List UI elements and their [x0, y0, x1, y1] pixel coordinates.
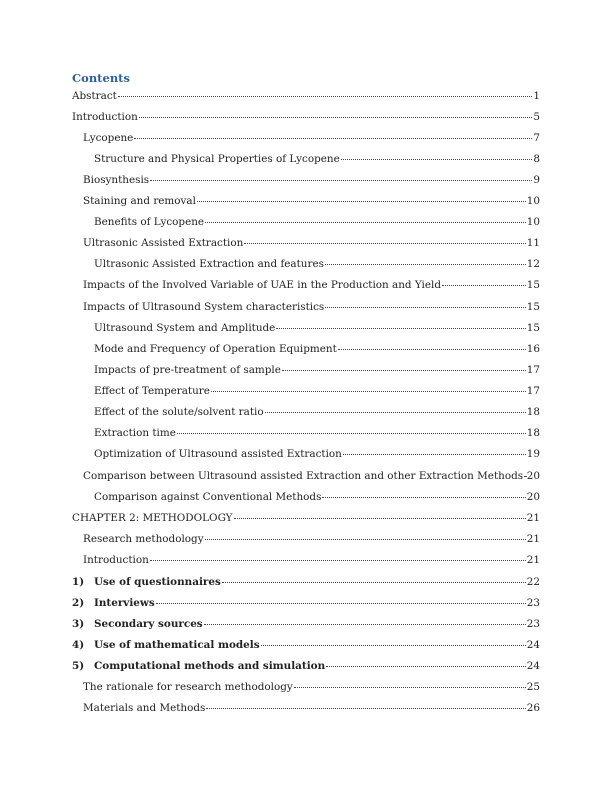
toc-entry-page: 21 — [526, 533, 540, 545]
toc-entry-title: Comparison between Ultrasound assisted Extraction and other Extraction Methods — [83, 470, 524, 482]
toc-entry[interactable] — [72, 110, 540, 124]
toc-entry-page: 11 — [526, 237, 540, 249]
toc-entry[interactable] — [94, 152, 540, 166]
toc-entry-page: 23 — [526, 618, 540, 630]
toc-entry-page: 23 — [526, 597, 540, 609]
toc-entry-title: Ultrasonic Assisted Extraction — [83, 237, 244, 249]
toc-entry-title: Lycopene — [83, 132, 134, 144]
toc-entry-page: 9 — [533, 174, 540, 186]
toc-entry-title: Use of questionnaires — [94, 576, 221, 588]
toc-entry-number: 4) — [72, 639, 85, 651]
toc-entry-page: 24 — [526, 639, 540, 651]
toc-entry[interactable] — [83, 173, 540, 187]
toc-entry[interactable] — [83, 300, 540, 314]
toc-dot-leader — [139, 117, 533, 118]
toc-entry-page: 15 — [526, 301, 540, 313]
toc-entry-title: Staining and removal — [83, 195, 196, 207]
toc-entry-title: Interviews — [94, 597, 155, 609]
toc-entry-page: 17 — [526, 385, 540, 397]
toc-entry-page: 12 — [526, 258, 540, 270]
toc-dot-leader — [326, 666, 526, 667]
toc-entry-title: Biosynthesis — [83, 174, 150, 186]
toc-entry-title: Optimization of Ultrasound assisted Extraction — [94, 448, 342, 460]
toc-entry[interactable] — [94, 384, 540, 398]
toc-entry-page: 10 — [526, 216, 540, 228]
toc-entry-page: 25 — [526, 681, 540, 693]
toc-entry-page: 26 — [526, 702, 540, 714]
toc-entry[interactable] — [94, 342, 540, 356]
toc-entry-page: 24 — [526, 660, 540, 672]
toc-dot-leader — [261, 645, 526, 646]
toc-entry-title: The rationale for research methodology — [83, 681, 293, 693]
toc-entry[interactable] — [94, 405, 540, 419]
toc-entry-page: 22 — [526, 576, 540, 588]
toc-dot-leader — [265, 412, 526, 413]
toc-entry[interactable] — [72, 596, 540, 610]
toc-dot-leader — [325, 264, 526, 265]
toc-dot-leader — [150, 560, 526, 561]
toc-entry-title: Effect of Temperature — [94, 385, 210, 397]
toc-entry-number: 5) — [72, 660, 85, 672]
toc-entry-title: Computational methods and simulation — [94, 660, 326, 672]
toc-entry[interactable] — [72, 638, 540, 652]
toc-dot-leader — [206, 708, 525, 709]
toc-entry-number: 1) — [72, 576, 85, 588]
toc-entry[interactable] — [72, 617, 540, 631]
toc-dot-leader — [211, 391, 526, 392]
toc-dot-leader — [294, 687, 526, 688]
toc-entry-number: 2) — [72, 597, 85, 609]
toc-entry[interactable] — [72, 575, 540, 589]
toc-entry-title: Benefits of Lycopene — [94, 216, 205, 228]
toc-entry-page: 5 — [533, 111, 540, 123]
toc-entry-page: 20 — [526, 470, 540, 482]
toc-dot-leader — [118, 96, 533, 97]
toc-entry-title: Structure and Physical Properties of Lycopene — [94, 153, 340, 165]
toc-dot-leader — [341, 159, 533, 160]
toc-entry[interactable] — [72, 659, 540, 673]
toc-dot-leader — [282, 370, 526, 371]
toc-entry-page: 16 — [526, 343, 540, 355]
toc-entry[interactable] — [94, 321, 540, 335]
toc-entry-title: Introduction — [83, 554, 149, 566]
toc-entry-title: Effect of the solute/solvent ratio — [94, 406, 264, 418]
toc-entry-title: Research methodology — [83, 533, 204, 545]
toc-entry-page: 20 — [526, 491, 540, 503]
toc-entry-title: Mode and Frequency of Operation Equipment — [94, 343, 337, 355]
toc-entry-page: 15 — [526, 279, 540, 291]
toc-entry-page: 18 — [526, 406, 540, 418]
toc-entry[interactable] — [83, 680, 540, 694]
toc-entry-page: 8 — [533, 153, 540, 165]
toc-dot-leader — [204, 624, 526, 625]
toc-entry-page: 7 — [533, 132, 540, 144]
toc-entry[interactable] — [83, 131, 540, 145]
toc-entry-title: Extraction time — [94, 427, 176, 439]
toc-entry[interactable] — [94, 426, 540, 440]
toc-entry[interactable] — [72, 511, 540, 525]
toc-entry-page: 21 — [526, 512, 540, 524]
toc-entry-title: Abstract — [72, 90, 117, 102]
toc-entry-title: Impacts of the Involved Variable of UAE in the Production and Yield — [83, 279, 441, 291]
toc-entry-number: 3) — [72, 618, 85, 630]
toc-dot-leader — [222, 582, 526, 583]
toc-dot-leader — [343, 454, 526, 455]
toc-dot-leader — [338, 349, 526, 350]
toc-dot-leader — [325, 307, 525, 308]
toc-dot-leader — [234, 518, 526, 519]
toc-dot-leader — [524, 476, 526, 477]
toc-entry-title: Impacts of Ultrasound System characteristics — [83, 301, 325, 313]
toc-entry-title: Ultrasonic Assisted Extraction and features — [94, 258, 324, 270]
toc-entry[interactable] — [83, 236, 540, 250]
toc-entry-title: Secondary sources — [94, 618, 203, 630]
toc-entry[interactable] — [83, 194, 540, 208]
toc-entry-title: Ultrasound System and Amplitude — [94, 322, 276, 334]
toc-entry[interactable] — [83, 701, 540, 715]
toc-entry[interactable] — [83, 553, 540, 567]
toc-entry[interactable] — [94, 447, 540, 461]
toc-entry-page: 10 — [526, 195, 540, 207]
toc-entry-title: Use of mathematical models — [94, 639, 260, 651]
toc-entry-page: 17 — [526, 364, 540, 376]
toc-entry[interactable] — [94, 363, 540, 377]
toc-entry-page: 18 — [526, 427, 540, 439]
toc-entry[interactable] — [94, 215, 540, 229]
toc-entry-title: Materials and Methods — [83, 702, 206, 714]
toc-dot-leader — [177, 433, 526, 434]
toc-entry[interactable] — [94, 490, 540, 504]
toc-dot-leader — [205, 539, 526, 540]
toc-entry[interactable] — [94, 257, 540, 271]
toc-entry-page: 19 — [526, 448, 540, 460]
toc-entry-title: Comparison against Conventional Methods — [94, 491, 322, 503]
toc-entry[interactable] — [72, 89, 540, 103]
toc-entry-title: Impacts of pre-treatment of sample — [94, 364, 281, 376]
toc-dot-leader — [244, 243, 525, 244]
toc-entry[interactable] — [83, 532, 540, 546]
toc-dot-leader — [322, 497, 525, 498]
toc-dot-leader — [150, 180, 532, 181]
toc-heading: Contents — [72, 71, 130, 85]
toc-dot-leader — [156, 603, 526, 604]
toc-entry[interactable] — [83, 278, 540, 292]
toc-dot-leader — [442, 285, 526, 286]
toc-dot-leader — [276, 328, 525, 329]
toc-entry-title: Introduction — [72, 111, 138, 123]
toc-dot-leader — [205, 222, 526, 223]
toc-entry-page: 1 — [533, 90, 540, 102]
toc-entry[interactable] — [83, 469, 540, 483]
toc-entry-page: 15 — [526, 322, 540, 334]
toc-entry-page: 21 — [526, 554, 540, 566]
toc-entry-title: CHAPTER 2: METHODOLOGY — [72, 512, 233, 524]
toc-dot-leader — [134, 138, 532, 139]
toc-dot-leader — [197, 201, 526, 202]
